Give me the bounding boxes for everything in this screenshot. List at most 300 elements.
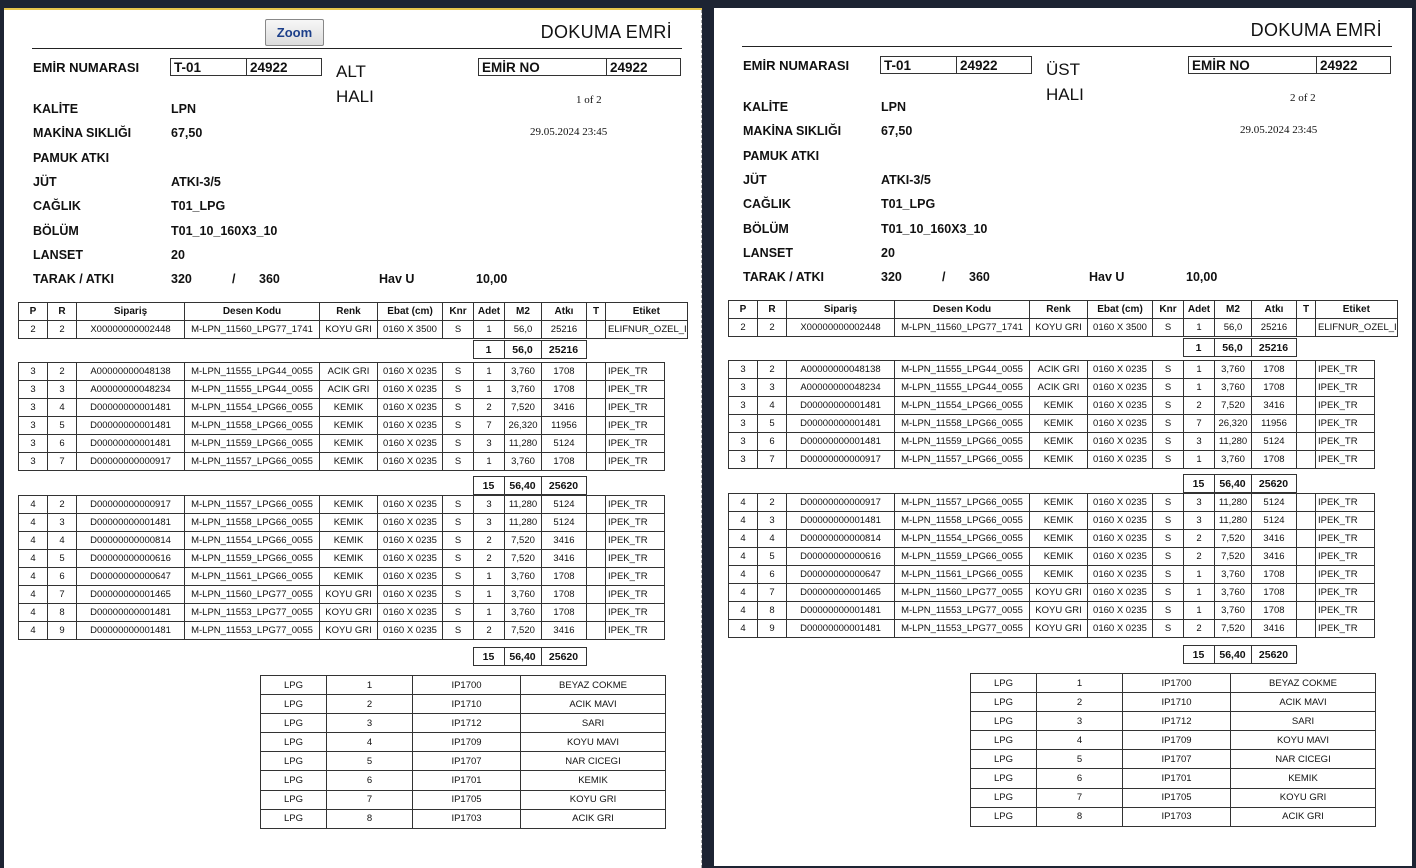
table-cell: S (443, 381, 474, 399)
table-cell: 2 (48, 363, 77, 381)
color-cell: LPG (261, 790, 327, 809)
table-row[interactable] (729, 379, 1375, 397)
table-cell: 11,280 (505, 514, 542, 532)
table-cell: M-LPN_11557_LPG66_0055 (895, 451, 1030, 469)
table-cell: 3,760 (1215, 451, 1252, 469)
table-row[interactable] (729, 548, 1375, 566)
table-cell: IPEK_TR (1316, 530, 1375, 548)
table-cell: 3416 (1252, 397, 1297, 415)
table-cell: 3,760 (505, 604, 542, 622)
table-cell: IPEK_TR (606, 435, 665, 453)
color-row (261, 790, 666, 809)
table-cell: 1708 (1252, 361, 1297, 379)
color-cell: 6 (327, 771, 413, 790)
table-cell: D00000000001481 (77, 435, 185, 453)
color-row (261, 695, 666, 714)
table-cell: IPEK_TR (1316, 566, 1375, 584)
table-cell (1297, 319, 1316, 337)
color-cell: IP1700 (1123, 674, 1231, 693)
table-row[interactable] (729, 566, 1375, 584)
table-cell: 0160 X 0235 (1088, 451, 1153, 469)
orders-table (18, 495, 665, 640)
table-cell: 0160 X 0235 (1088, 433, 1153, 451)
table-cell: M-LPN_11561_LPG66_0055 (185, 568, 320, 586)
table-cell: A00000000048234 (77, 381, 185, 399)
table-cell: 1 (474, 363, 505, 381)
table-cell: 1 (474, 453, 505, 471)
table-row[interactable] (19, 586, 665, 604)
header-rule (742, 46, 1392, 47)
color-cell: 5 (327, 752, 413, 771)
table-row[interactable] (729, 319, 1398, 337)
table-cell: M-LPN_11555_LPG44_0055 (185, 381, 320, 399)
table-row[interactable] (729, 530, 1375, 548)
table-header-cell: T (587, 303, 606, 321)
table-cell: 3 (474, 435, 505, 453)
table-row[interactable] (729, 620, 1375, 638)
table-header-cell: P (19, 303, 48, 321)
color-cell: IP1710 (413, 695, 521, 714)
table-cell: IPEK_TR (1316, 602, 1375, 620)
field-label-pamuk: PAMUK ATKI (743, 149, 820, 163)
table-row[interactable] (729, 494, 1375, 512)
table-cell: KEMIK (320, 453, 378, 471)
table-cell: D00000000000917 (77, 496, 185, 514)
table-cell: 4 (19, 622, 48, 640)
table-cell: M-LPN_11559_LPG66_0055 (185, 550, 320, 568)
table-cell: D00000000001481 (787, 397, 895, 415)
table-cell: 7 (48, 586, 77, 604)
table-cell: IPEK_TR (606, 604, 665, 622)
table-cell: D00000000000616 (787, 548, 895, 566)
table-cell: 3,760 (1215, 584, 1252, 602)
table-cell: S (443, 399, 474, 417)
table-cell: X00000000002448 (77, 321, 185, 339)
table-cell: 3416 (1252, 548, 1297, 566)
table-cell: 1708 (1252, 602, 1297, 620)
table-header-cell: Sipariş (787, 301, 895, 319)
total-cell: 25620 (1251, 475, 1296, 493)
table-cell: 1708 (1252, 451, 1297, 469)
table-cell: S (1153, 361, 1184, 379)
total-spacer (18, 477, 473, 495)
table-cell: 8 (758, 602, 787, 620)
table-cell: M-LPN_11553_LPG77_0055 (185, 604, 320, 622)
table-cell: 3 (19, 453, 48, 471)
color-cell: 2 (327, 695, 413, 714)
table-cell: 3 (19, 381, 48, 399)
table-row[interactable] (19, 399, 665, 417)
table-cell: 3 (1184, 494, 1215, 512)
table-row[interactable] (729, 512, 1375, 530)
table-cell: IPEK_TR (1316, 548, 1375, 566)
table-cell: S (1153, 566, 1184, 584)
total-cell: 25620 (1251, 646, 1296, 664)
table-cell: 1708 (542, 568, 587, 586)
table-cell: 1 (1184, 451, 1215, 469)
zoom-button[interactable]: Zoom (265, 19, 324, 46)
table-cell: 2 (474, 532, 505, 550)
table-cell: 4 (729, 548, 758, 566)
color-cell: IP1709 (1123, 731, 1231, 750)
table-cell (587, 321, 606, 339)
color-cell: LPG (971, 807, 1037, 826)
table-cell: S (1153, 379, 1184, 397)
table-cell: 7,520 (505, 532, 542, 550)
table-cell: M-LPN_11557_LPG66_0055 (185, 453, 320, 471)
table-cell: KOYU GRI (320, 604, 378, 622)
table-cell: 0160 X 0235 (1088, 494, 1153, 512)
group-total-row (18, 476, 587, 495)
table-cell: KOYU GRI (1030, 584, 1088, 602)
table-row[interactable] (729, 584, 1375, 602)
total-cell: 56,0 (504, 341, 541, 359)
table-cell: 3,760 (505, 381, 542, 399)
table-cell: KOYU GRI (320, 622, 378, 640)
table-cell: 0160 X 0235 (1088, 602, 1153, 620)
table-cell: 4 (19, 550, 48, 568)
color-cell: IP1707 (1123, 750, 1231, 769)
table-cell: IPEK_TR (606, 496, 665, 514)
table-cell: 1 (474, 586, 505, 604)
table-cell: M-LPN_11553_LPG77_0055 (895, 620, 1030, 638)
table-cell: IPEK_TR (1316, 433, 1375, 451)
color-cell: LPG (261, 733, 327, 752)
table-row[interactable] (19, 568, 665, 586)
table-cell: 1708 (1252, 584, 1297, 602)
table-cell: 3416 (542, 532, 587, 550)
emir-no-value-box: 24922 (606, 58, 681, 76)
table-cell: 2 (19, 321, 48, 339)
color-cell: LPG (261, 809, 327, 828)
field-value-lanset: 20 (171, 248, 185, 262)
total-cell: 56,40 (504, 648, 541, 666)
field-value-makina: 67,50 (171, 126, 203, 140)
table-cell: 0160 X 0235 (378, 399, 443, 417)
field-value-tarak: 320 (171, 272, 192, 286)
color-cell: LPG (971, 750, 1037, 769)
table-cell: 3,760 (505, 453, 542, 471)
table-cell: D00000000001481 (77, 514, 185, 532)
total-cell: 25620 (541, 648, 586, 666)
table-cell: ACIK GRI (1030, 379, 1088, 397)
table-cell: A00000000048138 (787, 361, 895, 379)
table-header-cell: Knr (443, 303, 474, 321)
table-header-cell: Adet (474, 303, 505, 321)
table-row[interactable] (19, 435, 665, 453)
table-cell: M-LPN_11558_LPG66_0055 (895, 512, 1030, 530)
color-cell: LPG (971, 769, 1037, 788)
table-cell: D00000000000917 (77, 453, 185, 471)
color-row (261, 752, 666, 771)
hali-label (336, 59, 374, 109)
table-cell (587, 604, 606, 622)
table-row[interactable] (19, 514, 665, 532)
hali-line-1: ÜST (1046, 60, 1080, 79)
table-cell: 7,520 (1215, 530, 1252, 548)
table-cell: M-LPN_11557_LPG66_0055 (895, 494, 1030, 512)
table-cell (587, 453, 606, 471)
table-cell: X00000000002448 (787, 319, 895, 337)
total-cell: 15 (1183, 475, 1214, 493)
color-cell: LPG (261, 695, 327, 714)
table-cell: KEMIK (1030, 530, 1088, 548)
table-row[interactable] (729, 433, 1375, 451)
table-cell: S (443, 321, 474, 339)
table-cell: IPEK_TR (606, 532, 665, 550)
table-cell: 0160 X 0235 (378, 550, 443, 568)
table-cell: 0160 X 0235 (1088, 530, 1153, 548)
table-cell: IPEK_TR (1316, 620, 1375, 638)
table-cell: 0160 X 0235 (1088, 512, 1153, 530)
emir-numarasi-label: EMİR NUMARASI (743, 58, 850, 73)
table-cell: 1708 (542, 604, 587, 622)
table-header-cell: Desen Kodu (185, 303, 320, 321)
table-cell: 0160 X 0235 (378, 417, 443, 435)
table-cell: 5124 (542, 496, 587, 514)
table-cell: IPEK_TR (606, 399, 665, 417)
table-cell: 5 (48, 550, 77, 568)
table-cell: D00000000001481 (787, 415, 895, 433)
field-label-jut: JÜT (743, 173, 767, 187)
total-cell: 56,40 (504, 477, 541, 495)
color-row (971, 750, 1376, 769)
table-cell: IPEK_TR (1316, 379, 1375, 397)
color-cell: IP1705 (413, 790, 521, 809)
table-cell: A00000000048138 (77, 363, 185, 381)
table-cell: 4 (48, 399, 77, 417)
color-cell: LPG (971, 693, 1037, 712)
table-cell: M-LPN_11559_LPG66_0055 (895, 548, 1030, 566)
table-cell: 11,280 (1215, 433, 1252, 451)
color-cell: 3 (1037, 712, 1123, 731)
table-row[interactable] (729, 602, 1375, 620)
table-cell: M-LPN_11554_LPG66_0055 (185, 399, 320, 417)
field-value-jut: ATKI-3/5 (171, 175, 221, 189)
table-cell: 1 (474, 381, 505, 399)
table-cell: 7,520 (505, 399, 542, 417)
table-cell: 7,520 (505, 550, 542, 568)
color-row (261, 714, 666, 733)
table-cell: 4 (19, 586, 48, 604)
table-cell: S (1153, 584, 1184, 602)
table-cell: 0160 X 0235 (378, 622, 443, 640)
table-row[interactable] (729, 397, 1375, 415)
color-cell: IP1700 (413, 676, 521, 695)
table-row[interactable] (19, 321, 688, 339)
table-cell: 3 (19, 417, 48, 435)
table-cell: S (1153, 620, 1184, 638)
table-cell: S (443, 622, 474, 640)
table-cell: KOYU GRI (320, 321, 378, 339)
table-cell: D00000000001481 (787, 602, 895, 620)
table-cell (587, 435, 606, 453)
table-cell: S (443, 435, 474, 453)
color-cell: LPG (261, 714, 327, 733)
table-cell: S (443, 550, 474, 568)
field-label-caglik: CAĞLIK (33, 199, 81, 213)
table-cell: 0160 X 0235 (378, 435, 443, 453)
orders-table (728, 360, 1375, 469)
table-cell: S (1153, 451, 1184, 469)
table-row[interactable] (729, 415, 1375, 433)
table-cell: 7,520 (505, 622, 542, 640)
table-cell: KEMIK (1030, 494, 1088, 512)
total-spacer (728, 475, 1183, 493)
color-cell: IP1701 (413, 771, 521, 790)
total-spacer (18, 341, 473, 359)
doc-title: DOKUMA EMRİ (540, 22, 672, 42)
table-cell: 5124 (1252, 433, 1297, 451)
table-cell: 7 (474, 417, 505, 435)
color-cell: LPG (261, 752, 327, 771)
table-cell: 11956 (542, 417, 587, 435)
table-row[interactable] (19, 532, 665, 550)
table-cell: D00000000001481 (77, 604, 185, 622)
table-row[interactable] (19, 550, 665, 568)
table-row[interactable] (19, 417, 665, 435)
table-cell: KEMIK (1030, 566, 1088, 584)
table-cell (587, 496, 606, 514)
table-row[interactable] (729, 451, 1375, 469)
color-cell: KEMIK (521, 771, 666, 790)
color-row (971, 731, 1376, 750)
orders-table (728, 300, 1398, 337)
table-row[interactable] (19, 453, 665, 471)
table-cell: 4 (19, 568, 48, 586)
table-cell: 3 (48, 381, 77, 399)
color-cell: 2 (1037, 693, 1123, 712)
table-cell: IPEK_TR (606, 453, 665, 471)
color-cell: IP1703 (1123, 807, 1231, 826)
table-cell: ELIFNUR_OZEL_I (606, 321, 688, 339)
color-row (261, 809, 666, 828)
field-label-bolum: BÖLÜM (743, 222, 789, 236)
table-row[interactable] (19, 496, 665, 514)
field-value-atki: 360 (969, 270, 990, 284)
color-cell: IP1709 (413, 733, 521, 752)
table-cell: 0160 X 0235 (1088, 566, 1153, 584)
table-cell: 4 (729, 566, 758, 584)
table-cell: IPEK_TR (606, 586, 665, 604)
table-cell: 3 (729, 379, 758, 397)
total-cell: 56,40 (1214, 475, 1251, 493)
table-cell: 4 (729, 494, 758, 512)
table-cell: ACIK GRI (320, 363, 378, 381)
total-spacer (18, 648, 473, 666)
table-row[interactable] (19, 622, 665, 640)
table-header-cell: R (48, 303, 77, 321)
table-cell: S (443, 514, 474, 532)
group-total-row (18, 340, 587, 359)
table-row[interactable] (19, 604, 665, 622)
table-row[interactable] (19, 381, 665, 399)
table-cell: S (443, 568, 474, 586)
table-cell: 3 (729, 451, 758, 469)
table-cell: D00000000001465 (787, 584, 895, 602)
field-value-lanset: 20 (881, 246, 895, 260)
table-cell (587, 550, 606, 568)
table-cell: 4 (729, 530, 758, 548)
table-row[interactable] (19, 363, 665, 381)
table-cell: 2 (48, 321, 77, 339)
table-cell: 5 (48, 417, 77, 435)
color-cell: LPG (971, 788, 1037, 807)
table-cell: 5124 (1252, 512, 1297, 530)
table-cell: 0160 X 0235 (1088, 361, 1153, 379)
table-cell: M-LPN_11560_LPG77_0055 (895, 584, 1030, 602)
table-cell: IPEK_TR (1316, 415, 1375, 433)
table-cell: 4 (729, 620, 758, 638)
table-cell: 5 (758, 548, 787, 566)
table-cell: 7,520 (1215, 397, 1252, 415)
table-row[interactable] (729, 361, 1375, 379)
color-cell: KOYU GRI (1231, 788, 1376, 807)
emir-no-value-box: 24922 (1316, 56, 1391, 74)
table-cell: 1708 (542, 381, 587, 399)
table-cell: 6 (48, 568, 77, 586)
table-cell: KEMIK (1030, 433, 1088, 451)
table-cell: 5124 (1252, 494, 1297, 512)
field-label-lanset: LANSET (33, 248, 83, 262)
table-cell (587, 568, 606, 586)
table-cell: 3416 (542, 550, 587, 568)
table-cell: S (443, 532, 474, 550)
table-cell (1297, 433, 1316, 451)
table-cell: 2 (1184, 397, 1215, 415)
table-header-cell: Etiket (1316, 301, 1398, 319)
table-cell: 2 (474, 399, 505, 417)
table-cell: M-LPN_11555_LPG44_0055 (895, 379, 1030, 397)
table-cell: 2 (474, 550, 505, 568)
color-cell: KEMIK (1231, 769, 1376, 788)
color-cell: LPG (971, 674, 1037, 693)
color-cell: BEYAZ COKME (521, 676, 666, 695)
field-value-slash: / (232, 272, 236, 286)
table-cell: D00000000000647 (77, 568, 185, 586)
color-cell: 1 (327, 676, 413, 695)
table-cell: 2 (1184, 530, 1215, 548)
table-cell: M-LPN_11555_LPG44_0055 (895, 361, 1030, 379)
group-total-row (728, 338, 1297, 357)
table-cell: 6 (48, 435, 77, 453)
table-cell: 4 (19, 514, 48, 532)
color-cell: NAR CICEGI (521, 752, 666, 771)
report-page-1 (4, 8, 702, 868)
table-cell: 4 (729, 584, 758, 602)
field-label-lanset: LANSET (743, 246, 793, 260)
table-cell: D00000000000616 (77, 550, 185, 568)
table-cell: 1 (1184, 584, 1215, 602)
table-cell: ELIFNUR_OZEL_I (1316, 319, 1398, 337)
table-cell: 3 (1184, 433, 1215, 451)
field-value-caglik: T01_LPG (171, 199, 226, 213)
color-row (261, 676, 666, 695)
table-cell: 3,760 (505, 363, 542, 381)
table-cell: 0160 X 0235 (1088, 584, 1153, 602)
field-label-kalite: KALİTE (33, 102, 79, 116)
table-cell: 0160 X 0235 (1088, 415, 1153, 433)
table-cell: KEMIK (320, 435, 378, 453)
table-cell: S (443, 604, 474, 622)
table-cell: S (1153, 397, 1184, 415)
color-row (971, 712, 1376, 731)
table-header-cell: M2 (505, 303, 542, 321)
table-cell: 7 (1184, 415, 1215, 433)
table-cell: M-LPN_11559_LPG66_0055 (185, 435, 320, 453)
color-cell: 8 (327, 809, 413, 828)
color-cell: SARI (1231, 712, 1376, 731)
